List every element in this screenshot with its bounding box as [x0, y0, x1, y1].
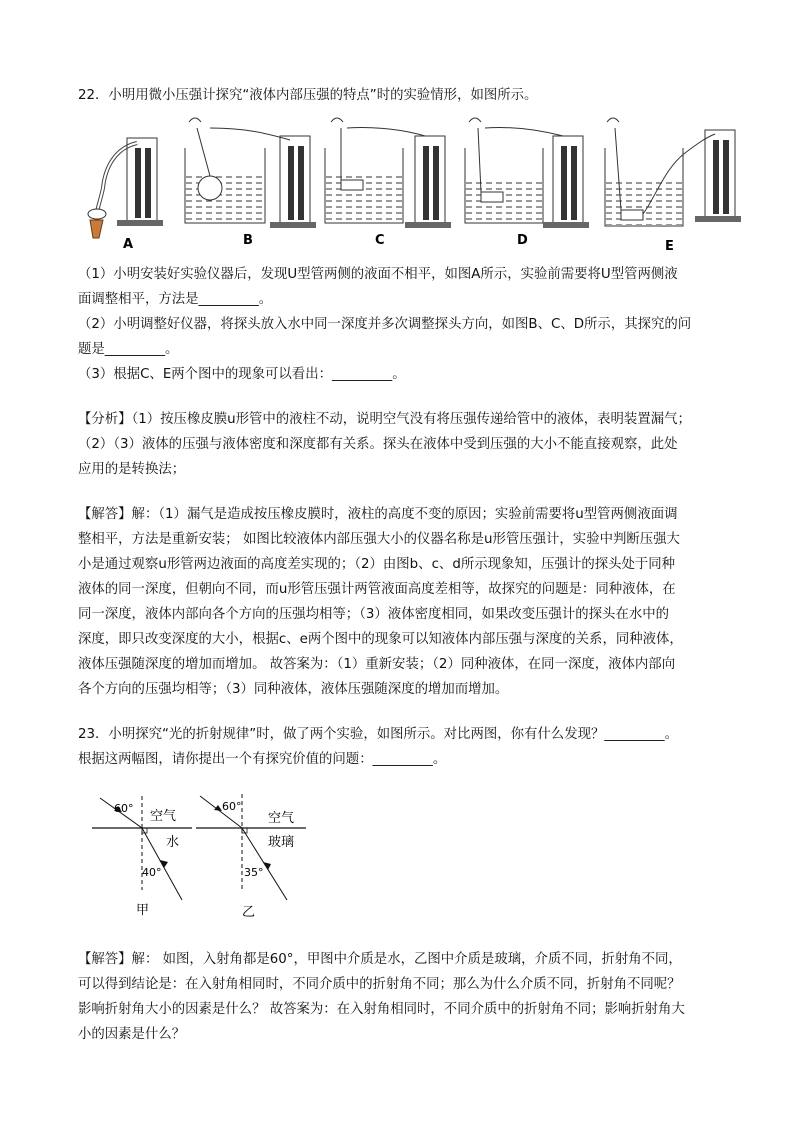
figure-label-d: D	[517, 233, 528, 248]
bottom-medium-label: 玻璃	[268, 835, 295, 850]
incident-angle-label: 60°	[114, 802, 134, 815]
bottom-medium-label: 水	[166, 835, 180, 850]
figure-b	[185, 118, 316, 248]
q23-title-line2: 根据这两幅图，请你提出一个有探究价值的问题：_________。	[78, 752, 447, 767]
refracted-angle-label: 35°	[244, 866, 264, 879]
figure-label-a: A	[123, 237, 134, 252]
top-medium-label: 空气	[268, 811, 295, 826]
q23-figure	[92, 790, 332, 930]
q22-answer-line: 【解答】解：（1）漏气是造成按压橡皮膜时，液柱的高度不变的原因；实验前需要将u型管两侧液面调	[78, 507, 678, 522]
q23-title-line1: 23．小明探究“光的折射规律”时，做了两个实验，如图所示。对比两图，你有什么发现？_________。	[78, 727, 679, 742]
figure-a	[88, 138, 163, 252]
q22-figure	[85, 108, 745, 258]
q22-answer-line: 同一深度，液体内部向各个方向的压强均相等；（3）液体密度相同，如果改变压强计的探头在水中的	[78, 607, 670, 622]
q22-analysis-line3: 应用的是转换法；	[78, 462, 186, 477]
figure-jia	[92, 796, 192, 918]
q22-answer-line: 各个方向的压强均相等；（3）同种液体，液体压强随深度的增加而增加。	[78, 682, 509, 697]
q22-answer-line: 液体的同一深度，但朝向不同，而u形管压强计两管液面高度差相等，故探究的问题是：同种液体，在	[78, 582, 676, 597]
figure-c	[325, 118, 451, 248]
q22-analysis-line2: （2）（3）液体的压强与液体密度和深度都有关系。探头在液体中受到压强的大小不能直接观察，此处	[78, 437, 678, 452]
figure-label-e: E	[665, 239, 674, 254]
q22-sub1-line1: （1）小明安装好实验仪器后，发现U型管两侧的液面不相平，如图A所示，实验前需要将U型管两侧液	[78, 267, 678, 282]
q22-sub3: （3）根据C、E两个图中的现象可以看出：_________。	[78, 367, 406, 382]
q22-answer-line: 液体压强随深度的增加而增加。 故答案为：（1）重新安装；（2）同种液体，在同一深度，液体内部向	[78, 657, 676, 672]
incident-angle-label: 60°	[222, 800, 242, 813]
q22-analysis-line1: 【分析】（1）按压橡皮膜u形管中的液柱不动，说明空气没有将压强传递给管中的液体，表明装置漏气；	[78, 412, 691, 427]
q22-sub2-line2: 题是_________。	[78, 342, 179, 357]
q23-answer-line: 影响折射角大小的因素是什么？ 故答案为：在入射角相同时，不同介质中的折射角不同；影响折射角大	[78, 1002, 685, 1017]
q23-answer-line: 可以得到结论是：在入射角相同时，不同介质中的折射角不同；那么为什么介质不同，折射角不同呢？	[78, 977, 681, 992]
figure-label-b: B	[243, 233, 253, 248]
figure-d	[465, 118, 589, 248]
q23-answer-line: 【解答】解： 如图，入射角都是60°，甲图中介质是水，乙图中介质是玻璃，介质不同，折射角不同，	[78, 952, 682, 967]
q22-sub1-line2: 面调整相平，方法是_________。	[78, 292, 273, 307]
figure-caption-yi: 乙	[242, 905, 256, 920]
figure-e	[605, 118, 741, 254]
top-medium-label: 空气	[150, 809, 177, 824]
q22-answer-line: 深度，即只改变深度的大小，根据c、e两个图中的现象可以知液体内部压强与深度的关系，同种液体，	[78, 632, 683, 647]
refracted-angle-label: 40°	[142, 866, 162, 879]
figure-label-c: C	[375, 233, 385, 248]
figure-caption-jia: 甲	[136, 903, 150, 918]
q22-sub2-line1: （2）小明调整好仪器，将探头放入水中同一深度并多次调整探头方向，如图B、C、D所示，其探究的问	[78, 317, 692, 332]
figure-yi	[196, 794, 306, 920]
q22-title: 22．小明用微小压强计探究“液体内部压强的特点”时的实验情形，如图所示。	[78, 88, 538, 103]
q22-answer-line: 小是通过观察u形管两边液面的高度差实现的；（2）由图b、c、d所示现象知，压强计的探头处于同种	[78, 557, 676, 572]
q22-answer-line: 整相平，方法是重新安装； 如图比较液体内部压强大小的仪器名称是u形管压强计，实验中判断压强大	[78, 532, 680, 547]
q23-answer-line: 小的因素是什么？	[78, 1027, 186, 1042]
